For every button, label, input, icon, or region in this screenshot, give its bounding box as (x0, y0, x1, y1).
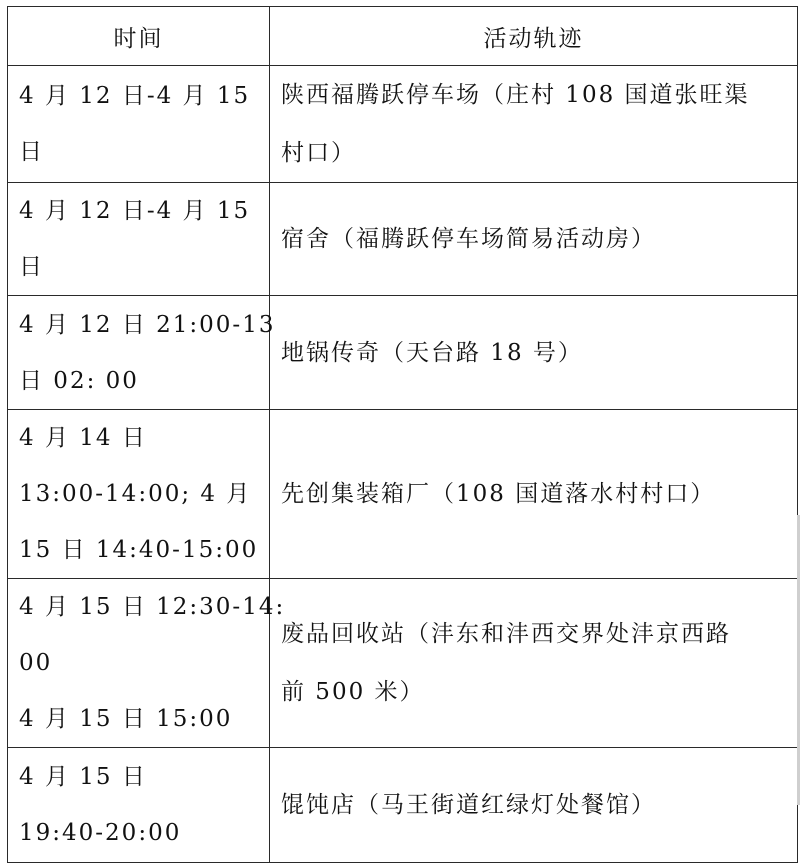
activity-cell (270, 66, 798, 183)
activity-trajectory-table (7, 6, 798, 863)
activity-line: 先创集装箱厂（108 国道落水村村口） (281, 481, 716, 507)
header-activity: 活动轨迹 (270, 7, 798, 66)
activity-line: 前 500 米） (281, 679, 425, 705)
time-cell (8, 66, 270, 183)
time-cell (8, 296, 276, 410)
time-line: 4 月 15 日 12:30-14: (19, 594, 286, 620)
activity-cell (270, 748, 798, 863)
time-line: 00 (19, 650, 53, 676)
time-cell (8, 410, 270, 579)
table-header (8, 7, 798, 66)
table-row (8, 410, 798, 579)
time-line: 4 月 14 日 (19, 425, 147, 451)
time-line: 13:00-14:00; 4 月 (19, 481, 252, 507)
time-line: 4 月 15 日 15:00 (19, 706, 233, 732)
table-row (8, 183, 798, 296)
header-time: 时间 (8, 7, 270, 66)
time-line: 4 月 12 日 21:00-13 (19, 311, 276, 338)
activity-cell (270, 296, 798, 410)
activity-line: 废品回收站（沣东和沣西交界处沣京西路 (281, 621, 731, 647)
time-line: 4 月 12 日-4 月 15 (19, 198, 251, 224)
time-line: 日 02: 00 (19, 367, 139, 394)
activity-line: 宿舍（福腾跃停车场简易活动房） (281, 226, 656, 252)
table-row (8, 579, 798, 748)
time-line: 日 (19, 254, 44, 280)
time-cell (8, 183, 270, 296)
activity-cell (270, 183, 798, 296)
time-line: 4 月 15 日 (19, 764, 147, 790)
activity-line: 陕西福腾跃停车场（庄村 108 国道张旺渠 (281, 82, 750, 108)
time-line: 日 (19, 139, 44, 165)
table-row (8, 748, 798, 863)
activity-cell (270, 579, 798, 748)
activity-cell (270, 410, 798, 579)
header-row (8, 7, 798, 66)
table-row (8, 66, 798, 183)
time-cell (8, 748, 270, 863)
time-line: 15 日 14:40-15:00 (19, 537, 259, 563)
activity-line: 地锅传奇（天台路 18 号） (281, 339, 583, 366)
table-row (8, 296, 798, 410)
activity-line: 馄饨店（马王街道红绿灯处餐馆） (281, 792, 656, 818)
activity-line: 村口） (281, 140, 356, 166)
time-line: 19:40-20:00 (19, 820, 182, 846)
time-cell (8, 579, 286, 748)
time-line: 4 月 12 日-4 月 15 (19, 83, 251, 109)
